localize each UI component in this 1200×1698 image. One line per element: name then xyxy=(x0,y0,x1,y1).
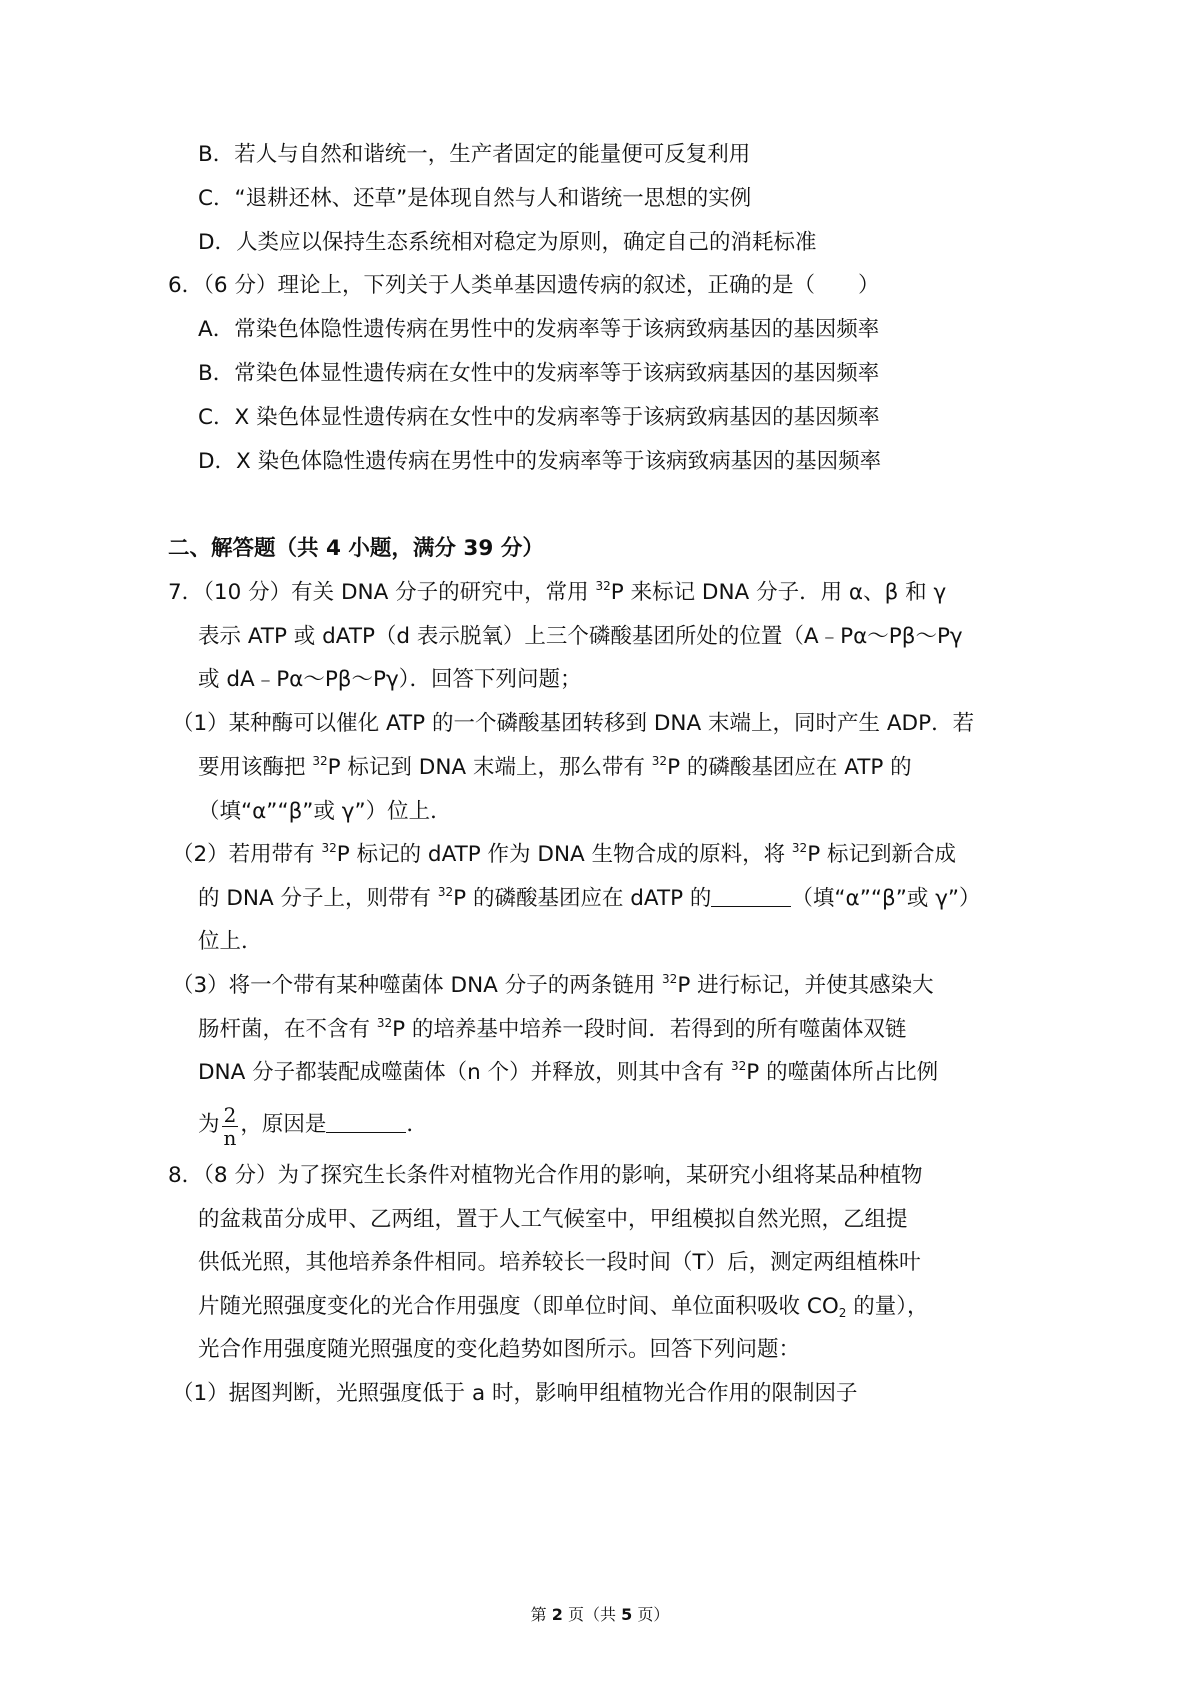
q7-line-1 xyxy=(168,578,946,608)
q5-option-d: D．人类应以保持生态系统相对稳定为原则，确定自己的消耗标准 xyxy=(198,230,817,255)
q8-text: 的量）， xyxy=(846,1294,929,1319)
q8-line-2: 的盆栽苗分成甲、乙两组，置于人工气候室中，甲组模拟自然光照，乙组提 xyxy=(198,1207,908,1232)
q7-text: P 的磷酸基团应在 dATP 的 xyxy=(453,886,712,911)
q7-text: ． xyxy=(406,1112,428,1137)
q7-part3-line-1 xyxy=(172,971,934,1001)
q7-text: 的 DNA 分子上，则带有 xyxy=(198,886,438,911)
q7-part3-line-2 xyxy=(198,1015,906,1045)
section-heading: 二、解答题（共 4 小题，满分 39 分） xyxy=(168,536,544,561)
q7-text: P 标记到新合成 xyxy=(807,842,956,867)
fraction xyxy=(222,1104,239,1149)
q6-stem: 6．（6 分）理论上，下列关于人类单基因遗传病的叙述，正确的是（ ） xyxy=(168,273,880,298)
isotope-superscript: 32 xyxy=(791,841,808,855)
q7-text: P 标记到 DNA 末端上，那么带有 xyxy=(327,755,652,780)
q8-text: 片随光照强度变化的光合作用强度（即单位时间、单位面积吸收 CO xyxy=(198,1294,839,1319)
q8-line-5: 光合作用强度随光照强度的变化趋势如图所示。回答下列问题： xyxy=(198,1337,801,1362)
q7-text: P 进行标记，并使其感染大 xyxy=(677,973,934,998)
fraction-numerator: 2 xyxy=(222,1104,239,1127)
q7-part2-line-3: 位上． xyxy=(198,929,263,954)
q7-text: DNA 分子都装配成噬菌体（n 个）并释放，则其中含有 xyxy=(198,1060,731,1085)
q7-part2-line-2 xyxy=(198,884,981,914)
answer-blank[interactable] xyxy=(711,886,791,907)
q6-option-d: D．X 染色体隐性遗传病在男性中的发病率等于该病致病基因的基因频率 xyxy=(198,449,882,474)
q7-part2-line-1 xyxy=(172,840,956,870)
q6-option-b: B．常染色体显性遗传病在女性中的发病率等于该病致病基因的基因频率 xyxy=(198,361,880,386)
answer-blank[interactable] xyxy=(326,1112,406,1133)
isotope-superscript: 32 xyxy=(595,579,611,593)
q7-text: P 的噬菌体所占比例 xyxy=(746,1060,939,1085)
q7-text: 肠杆菌，在不含有 xyxy=(198,1017,377,1042)
q7-text: （填“α”“β”或 γ”） xyxy=(791,886,981,911)
isotope-superscript: 32 xyxy=(662,972,678,986)
q7-part3-line-3 xyxy=(198,1058,938,1088)
q7-text: 7．（10 分）有关 DNA 分子的研究中，常用 xyxy=(168,580,596,605)
q5-option-b: B．若人与自然和谐统一，生产者固定的能量便可反复利用 xyxy=(198,142,751,167)
q8-line-1: 8．（8 分）为了探究生长条件对植物光合作用的影响，某研究小组将某品种植物 xyxy=(168,1163,923,1188)
q7-text: 为 xyxy=(198,1112,220,1137)
q7-part3-line-4 xyxy=(198,1104,428,1149)
footer-text: 页（共 xyxy=(562,1605,622,1624)
subscript: 2 xyxy=(838,1306,847,1320)
q7-text: P 的磷酸基团应在 ATP 的 xyxy=(667,755,912,780)
q7-part1-line-3: （填“α”“β”或 γ”）位上． xyxy=(198,799,452,824)
q8-line-4 xyxy=(198,1292,929,1322)
q7-text: P 来标记 DNA 分子．用 α、β 和 γ xyxy=(610,580,947,605)
q8-line-3: 供低光照，其他培养条件相同。培养较长一段时间（T）后，测定两组植株叶 xyxy=(198,1250,921,1275)
q6-option-c: C．X 染色体显性遗传病在女性中的发病率等于该病致病基因的基因频率 xyxy=(198,405,880,430)
isotope-superscript: 32 xyxy=(376,1016,393,1030)
q7-text: （2）若用带有 xyxy=(172,842,322,867)
q7-part1-line-2 xyxy=(198,753,912,783)
q7-line-3: 或 dA﹣Pα～Pβ～Pγ）．回答下列问题； xyxy=(198,667,582,692)
page-number: 2 xyxy=(551,1605,563,1624)
q6-option-a: A．常染色体隐性遗传病在男性中的发病率等于该病致病基因的基因频率 xyxy=(198,317,880,342)
q7-text: P 标记的 dATP 作为 DNA 生物合成的原料，将 xyxy=(336,842,792,867)
q7-part1-line-1: （1）某种酶可以催化 ATP 的一个磷酸基团转移到 DNA 末端上，同时产生 ADP．若 xyxy=(172,711,975,736)
isotope-superscript: 32 xyxy=(321,841,337,855)
footer-text: 页） xyxy=(632,1605,670,1624)
isotope-superscript: 32 xyxy=(651,754,668,768)
page-footer xyxy=(0,1604,1200,1626)
footer-text: 第 xyxy=(530,1605,552,1624)
q7-text: （3）将一个带有某种噬菌体 DNA 分子的两条链用 xyxy=(172,973,663,998)
isotope-superscript: 32 xyxy=(437,885,454,899)
fraction-denominator: n xyxy=(223,1126,237,1150)
q7-text: 要用该酶把 xyxy=(198,755,313,780)
q5-option-c: C．“退耕还林、还草”是体现自然与人和谐统一思想的实例 xyxy=(198,186,752,211)
isotope-superscript: 32 xyxy=(312,754,328,768)
q7-line-2: 表示 ATP 或 dATP（d 表示脱氧）上三个磷酸基团所处的位置（A﹣Pα～Pβ～Pγ xyxy=(198,624,963,649)
q7-text: ，原因是 xyxy=(240,1112,327,1137)
page-total: 5 xyxy=(621,1605,633,1624)
q7-text: P 的培养基中培养一段时间．若得到的所有噬菌体双链 xyxy=(392,1017,907,1042)
q8-part1-line-1: （1）据图判断，光照强度低于 a 时，影响甲组植物光合作用的限制因子 xyxy=(172,1381,858,1406)
isotope-superscript: 32 xyxy=(730,1059,747,1073)
